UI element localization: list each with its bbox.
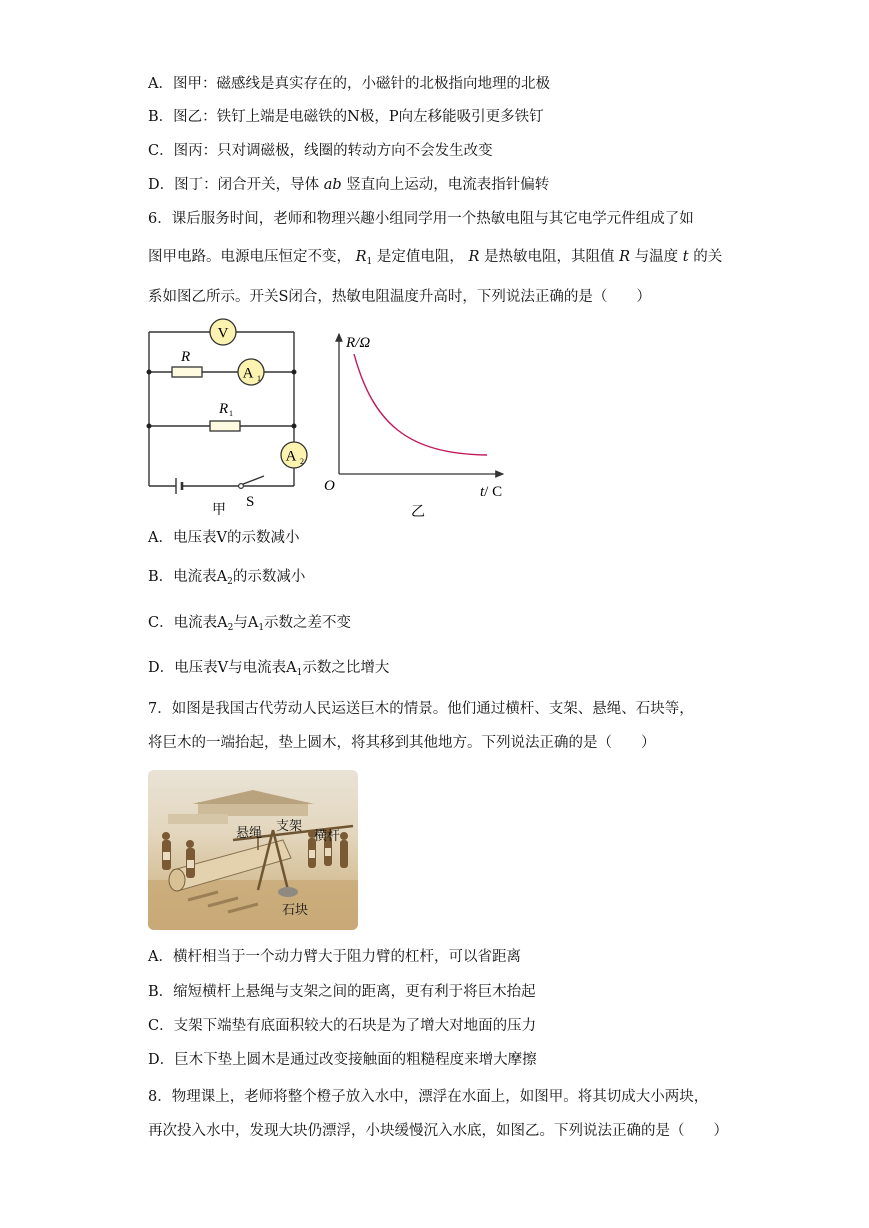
label-bar: 横杆 [314,828,341,843]
q6-stem-line3: 系如图乙所示。开关S闭合，热敏电阻温度升高时，下列说法正确的是（ ） [148,289,651,305]
junction-dot [147,424,152,429]
resistance-temperature-graph [315,328,510,520]
q6-option-c: C．电流表$A_2$与$A_1$示数之差不变 [148,615,352,633]
y-axis-label: R/Ω [346,335,371,351]
illustration-drawing [148,770,358,930]
q8-stem-line1: 8．物理课上，老师将整个橙子放入水中，漂浮在水面上，如图甲。将其切成大小两块， [148,1089,709,1105]
q7-option-d: D．巨木下垫上圆木是通过改变接触面的粗糙程度来增大摩擦 [148,1052,537,1068]
label-frame: 支架 [276,818,303,833]
resistor-r1 [210,421,240,431]
q6-option-a: A．电压表V的示数减小 [148,530,300,546]
q7-option-b: B．缩短横杆上悬绳与支架之间的距离，更有利于将巨木抬起 [148,984,536,1000]
q7-stem-line1: 7．如图是我国古代劳动人民运送巨木的情景。他们通过横杆、支架、悬绳、石块等， [148,701,694,717]
q5-option-d: D．图丁：闭合开关，导体 ab 竖直向上运动，电流表指针偏转 [148,177,550,193]
origin-label: O [324,478,335,494]
r-t-curve [354,354,487,455]
graph-caption: 乙 [411,505,425,520]
switch-pivot [239,484,244,489]
ammeter-a2-subscript: 2 [300,457,304,466]
building-roof [192,790,314,804]
resistor-r1-subscript: 1 [229,409,233,418]
junction-dot [292,424,297,429]
label-stone: 石块 [282,902,309,917]
q5-option-c: C．图丙：只对调磁极，线圈的转动方向不会发生改变 [148,143,493,159]
building-silhouette [198,802,308,816]
log-end [169,869,185,891]
q8-stem-line2: 再次投入水中，发现大块仍漂浮，小块缓慢沉入水底，如图乙。下列说法正确的是（ ） [148,1123,728,1139]
x-axis-label: t/ C [480,484,503,500]
q6-option-b: B．电流表$A_2$的示数减小 [148,569,306,587]
building-silhouette [168,814,228,824]
q6-stem-line2: 图甲电路。电源电压恒定不变， $R_1$ 是定值电阻， R 是热敏电阻，其阻值 R 与温度 t 的关 [148,249,723,267]
q5-option-a: A．图甲：磁感线是真实存在的，小磁针的北极指向地理的北极 [148,76,550,92]
stone-block [278,887,298,897]
label-rope: 悬绳 [236,825,263,840]
circuit-caption: 甲 [212,503,226,518]
circuit-diagram [140,318,315,518]
switch-label: S [246,494,255,510]
ammeter-a1-label: A [242,365,254,382]
ammeter-a2-label: A [285,448,297,465]
q6-stem-line1: 6．课后服务时间，老师和物理兴趣小组同学用一个热敏电阻与其它电学元件组成了如 [148,211,694,227]
q7-option-a: A．横杆相当于一个动力臂大于阻力臂的杠杆，可以省距离 [148,949,521,965]
q5-option-b: B．图乙：铁钉上端是电磁铁的N极，P向左移能吸引更多铁钉 [148,109,544,125]
resistor-r-label: R [181,349,191,365]
junction-dot [147,370,152,375]
voltmeter-label: V [217,325,229,342]
q7-stem-line2: 将巨木的一端抬起，垫上圆木，将其移到其他地方。下列说法正确的是（ ） [148,735,656,751]
junction-dot [292,370,297,375]
resistor-r [172,367,202,377]
ammeter-a1-subscript: 1 [257,374,261,383]
q7-option-c: C．支架下端垫有底面积较大的石块是为了增大对地面的压力 [148,1018,537,1034]
ancient-log-transport-illustration [148,770,358,930]
resistor-r1-label: R [219,401,229,417]
q6-option-d: D．电压表V与电流表$A_1$示数之比增大 [148,660,390,678]
